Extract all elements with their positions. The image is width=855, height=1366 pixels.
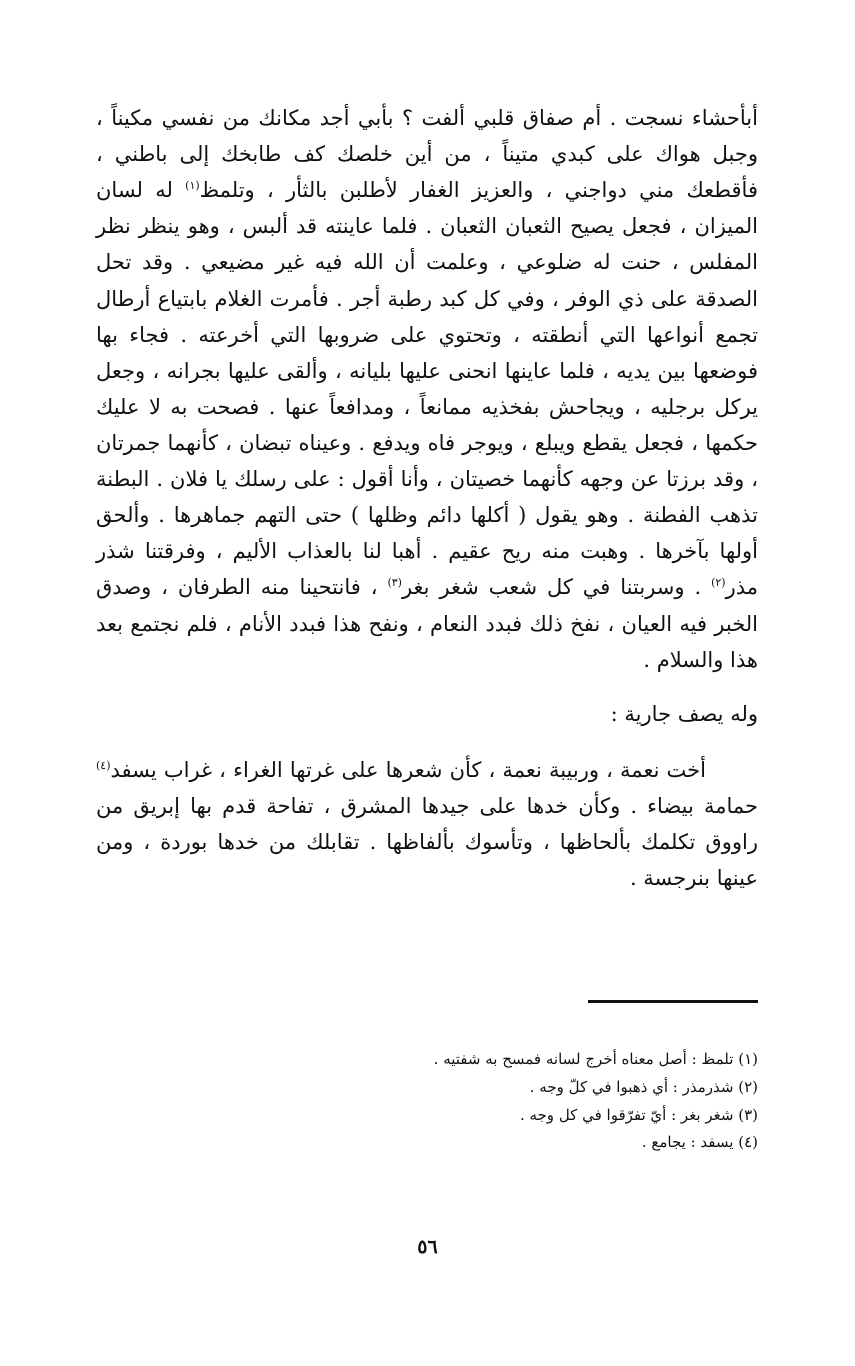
section-heading: وله يصف جارية : [610, 701, 758, 726]
footnote-ref-2: (٢) [711, 576, 726, 590]
main-text [96, 100, 758, 896]
footnote-1: (١) تلمظ : أصل معناه أخرج لسانه فمسح به شفتيه . [433, 1050, 758, 1068]
text-run: . وسربتنا في كل شعب شغر بغر [401, 575, 712, 600]
page-number: ٥٦ [417, 1236, 438, 1258]
footnote-3: (٣) شغر بغر : أيّ تفرّقوا في كل وجه . [519, 1105, 758, 1124]
paragraph-1 [96, 100, 758, 678]
footnote-4: (٤) يسفد : يجامع . [641, 1133, 758, 1152]
text-run: حمامة بيضاء . وكأن خدها على جيدها المشرق ، تفاحة قدم بها إبريق من راووق تكلمك بألحاظها ، وتأسوك بألفاظها . تقابلك من خدها بوردة ، ومن عينها بنرجسة . [96, 793, 758, 891]
footnote-ref-3: (٣) [387, 576, 402, 590]
text-run: ، فانتحينا منه الطرفان ، وصدق الخبر فيه العيان ، نفخ ذلك فبدد النعام ، ونفح هذا فبدد الأنام ، فلم نجتمع بعد هذا والسلام . [96, 575, 758, 672]
footnote-divider [588, 1000, 758, 1003]
footnote-2: (٢) شذرمذر : أي ذهبوا في كلّ وجه . [529, 1077, 758, 1096]
text-run: له لسان الميزان ، فجعل يصيح الثعبان الثعبان . فلما عاينته قد ألبس ، وهو ينظر نظر المفلس ، حنت له ضلوعي ، وعلمت أن الله فيه غير مضيعي . وقد تحل الصدقة على ذي الوفر ، وفي كل كبد رطبة أجر . فأمرت الغلام بابتياع أرطال تجمع أنواعها التي أنطقته ، وتحتوي على ضروبها التي أخرعته . فجاء بها فوضعها بين يديه ، فلما عاينها انحنى عليها بليانه ، وألقى عليها بجرانه ، وجعل يركل برجليه ، ويجاحش بفخذيه ممانعاً ، ومدافعاً عنها . فصحت به لا عليك حكمها ، فجعل يقطع ويبلع ، ويوجر فاه ويدفع . وعيناه تبضان ، كأنهما جمرتان ، وقد برزتا عن وجهه كأنهما خصيتان ، وأنا أقول : على رسلك يا فلان . البطنة تذهب الفطنة . وهو يقول ( أكلها دائم وظلها ) حتى التهم جماهرها . وألحق أولها بآخرها . وهبت منه ريح عقيم . أهبا لنا بالعذاب الأليم ، وفرقتنا شذر مذر [96, 178, 758, 600]
footnote-ref-4: (٤) [96, 758, 111, 772]
paragraph-2 [96, 752, 758, 896]
text-run: أخت نعمة ، وربيبة نعمة ، كأن شعرها على غرتها الغراء ، غراب يسفد [110, 757, 706, 782]
footnotes [200, 1046, 758, 1157]
footnote-ref-1: (١) [185, 179, 200, 193]
text-run: أبأحشاء نسجت . أم صفاق قلبي ألفت ؟ بأبي أجد مكانك من نفسي مكيناً ، وجبل هواك على كبدي متيناً ، من أين خلصك كف طابخك إلى باطني ، فأقطعك مني دواجني ، والعزيز الغفار لأطلبن بالثأر ، وتلمظ [96, 106, 758, 203]
